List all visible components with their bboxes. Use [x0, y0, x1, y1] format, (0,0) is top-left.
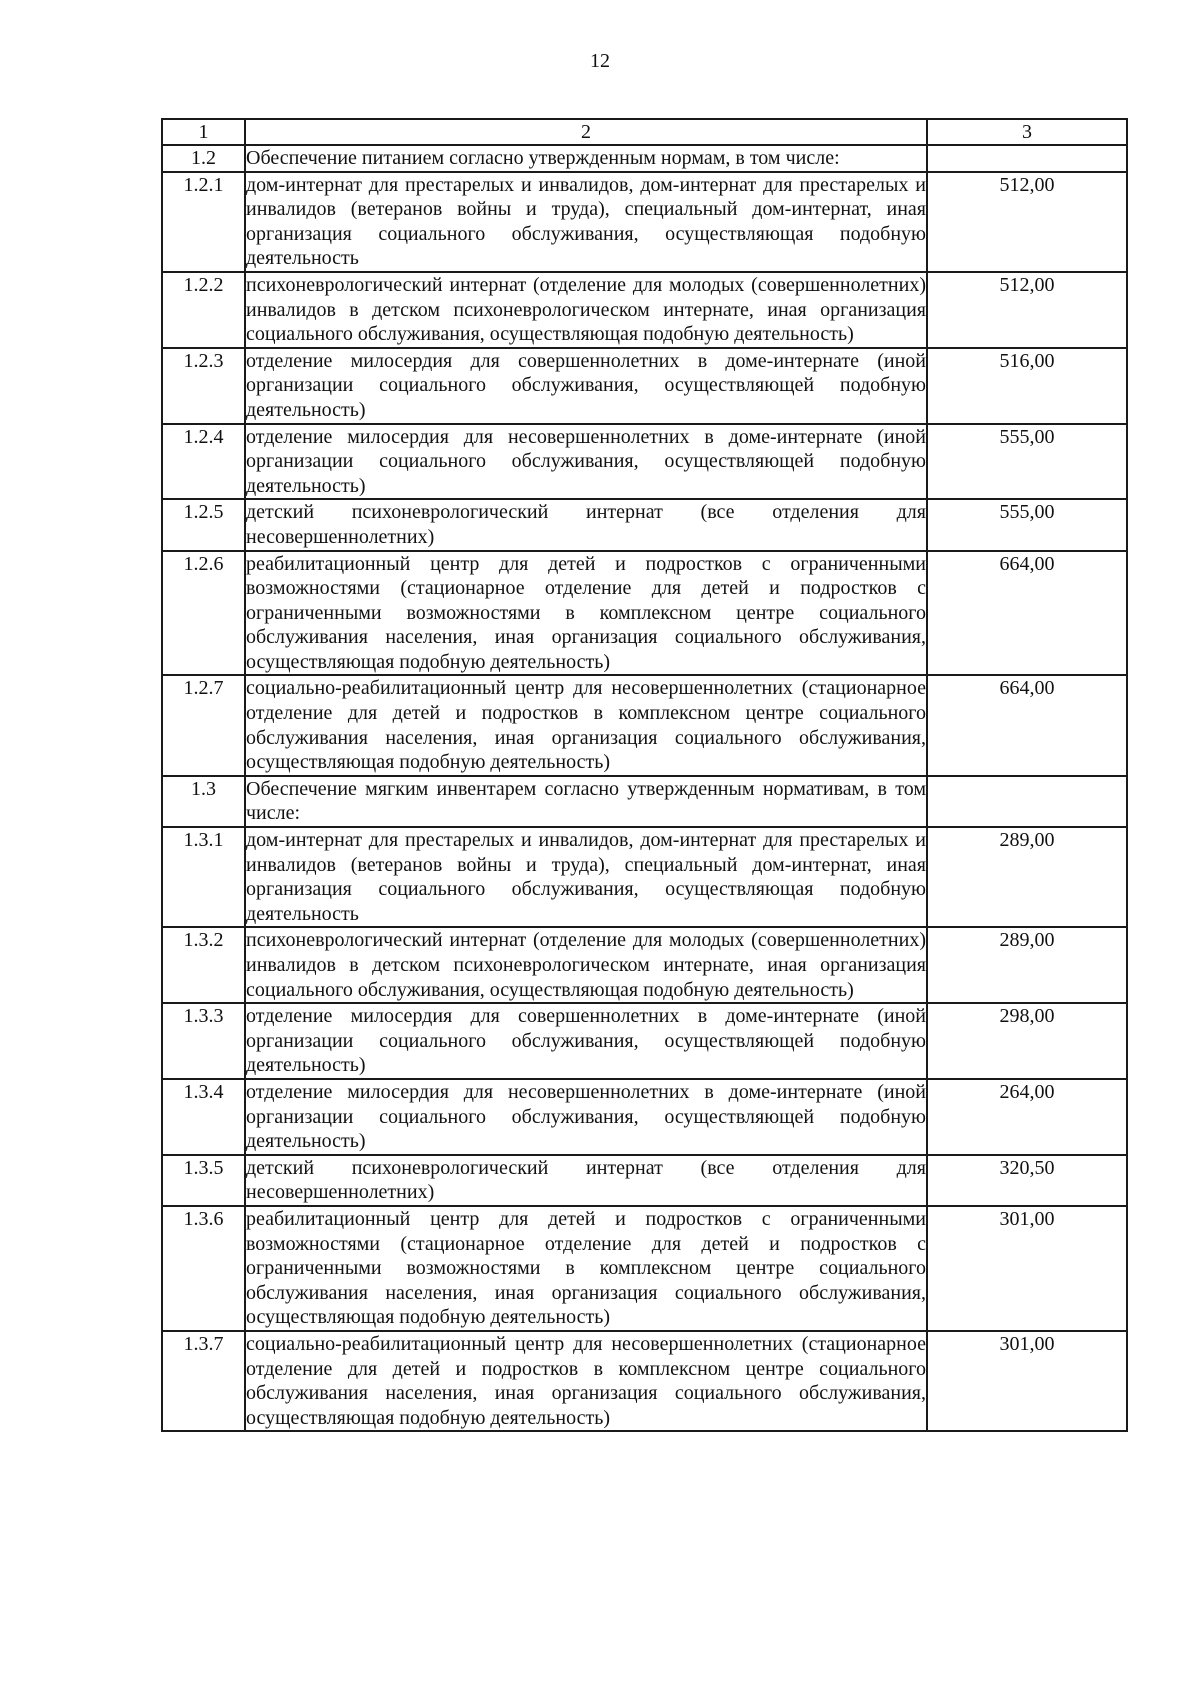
table-row	[162, 424, 1127, 500]
row-value: 555,00	[927, 499, 1127, 550]
row-number: 1.2.6	[162, 551, 245, 676]
row-description: социально-реабилитационный центр для несовершеннолетних (стационарное отделение для детей и подростков в комплексном центре социального обслуживания населения, иная организация социального обслуживания, осуществляющая подобную деятельность)	[245, 1331, 927, 1431]
table-header-row	[162, 119, 1127, 145]
row-number: 1.2.1	[162, 172, 245, 272]
row-number: 1.3.7	[162, 1331, 245, 1431]
row-number: 1.3.5	[162, 1155, 245, 1206]
row-number: 1.3	[162, 776, 245, 827]
row-number: 1.3.3	[162, 1003, 245, 1079]
row-value	[927, 145, 1127, 172]
table-row	[162, 1003, 1127, 1079]
table-row	[162, 776, 1127, 827]
row-description: дом-интернат для престарелых и инвалидов, дом-интернат для престарелых и инвалидов (ветеранов войны и труда), специальный дом-интернат, иная организация социального обслуживания, осуществляющая подобную деятельность	[245, 172, 927, 272]
table-row	[162, 145, 1127, 172]
row-number: 1.3.4	[162, 1079, 245, 1155]
row-description: реабилитационный центр для детей и подростков с ограниченными возможностями (стационарное отделение для детей и подростков с ограниченными возможностями в комплексном центре социального обслуживания населения, иная организация социального обслуживания, осуществляющая подобную деятельность)	[245, 551, 927, 676]
table-row	[162, 1206, 1127, 1331]
row-description: отделение милосердия для несовершеннолетних в доме-интернате (иной организации социального обслуживания, осуществляющей подобную деятельность)	[245, 424, 927, 500]
table-row	[162, 499, 1127, 550]
table-row	[162, 272, 1127, 348]
row-value: 264,00	[927, 1079, 1127, 1155]
row-value: 664,00	[927, 551, 1127, 676]
row-value: 516,00	[927, 348, 1127, 424]
row-description: реабилитационный центр для детей и подростков с ограниченными возможностями (стационарное отделение для детей и подростков с ограниченными возможностями в комплексном центре социального обслуживания населения, иная организация социального обслуживания, осуществляющая подобную деятельность)	[245, 1206, 927, 1331]
row-value: 512,00	[927, 172, 1127, 272]
row-description: дом-интернат для престарелых и инвалидов, дом-интернат для престарелых и инвалидов (ветеранов войны и труда), специальный дом-интернат, иная организация социального обслуживания, осуществляющая подобную деятельность	[245, 827, 927, 927]
row-description: психоневрологический интернат (отделение для молодых (совершеннолетних) инвалидов в детском психоневрологическом интернате, иная организация социального обслуживания, осуществляющая подобную деятельность)	[245, 272, 927, 348]
header-col-1: 1	[162, 119, 245, 145]
table-row	[162, 551, 1127, 676]
table-row	[162, 348, 1127, 424]
row-description: детский психоневрологический интернат (все отделения для несовершеннолетних)	[245, 1155, 927, 1206]
table-row	[162, 927, 1127, 1003]
table-row	[162, 675, 1127, 775]
row-value: 301,00	[927, 1331, 1127, 1431]
row-value: 289,00	[927, 827, 1127, 927]
row-value: 301,00	[927, 1206, 1127, 1331]
row-value: 289,00	[927, 927, 1127, 1003]
row-number: 1.2.5	[162, 499, 245, 550]
row-value: 320,50	[927, 1155, 1127, 1206]
row-description: отделение милосердия для совершеннолетних в доме-интернате (иной организации социального обслуживания, осуществляющей подобную деятельность)	[245, 348, 927, 424]
row-description: Обеспечение мягким инвентарем согласно утвержденным нормативам, в том числе:	[245, 776, 927, 827]
table-body	[162, 145, 1127, 1431]
header-col-2: 2	[245, 119, 927, 145]
header-col-3: 3	[927, 119, 1127, 145]
row-description: социально-реабилитационный центр для несовершеннолетних (стационарное отделение для детей и подростков в комплексном центре социального обслуживания населения, иная организация социального обслуживания, осуществляющая подобную деятельность)	[245, 675, 927, 775]
row-number: 1.2.4	[162, 424, 245, 500]
row-number: 1.3.6	[162, 1206, 245, 1331]
row-value: 512,00	[927, 272, 1127, 348]
row-description: отделение милосердия для несовершеннолетних в доме-интернате (иной организации социального обслуживания, осуществляющей подобную деятельность)	[245, 1079, 927, 1155]
table-row	[162, 827, 1127, 927]
table-row	[162, 1079, 1127, 1155]
tariff-table	[161, 118, 1128, 1432]
row-value: 298,00	[927, 1003, 1127, 1079]
row-number: 1.2.7	[162, 675, 245, 775]
row-description: психоневрологический интернат (отделение для молодых (совершеннолетних) инвалидов в детском психоневрологическом интернате, иная организация социального обслуживания, осуществляющая подобную деятельность)	[245, 927, 927, 1003]
table-row	[162, 1155, 1127, 1206]
table-row	[162, 172, 1127, 272]
row-number: 1.3.2	[162, 927, 245, 1003]
page-number: 12	[590, 50, 610, 72]
row-value: 664,00	[927, 675, 1127, 775]
row-number: 1.2.2	[162, 272, 245, 348]
row-number: 1.2	[162, 145, 245, 172]
row-description: отделение милосердия для совершеннолетних в доме-интернате (иной организации социального обслуживания, осуществляющей подобную деятельность)	[245, 1003, 927, 1079]
row-number: 1.3.1	[162, 827, 245, 927]
row-description: Обеспечение питанием согласно утвержденным нормам, в том числе:	[245, 145, 927, 172]
table-row	[162, 1331, 1127, 1431]
row-value: 555,00	[927, 424, 1127, 500]
row-description: детский психоневрологический интернат (все отделения для несовершеннолетних)	[245, 499, 927, 550]
row-value	[927, 776, 1127, 827]
row-number: 1.2.3	[162, 348, 245, 424]
